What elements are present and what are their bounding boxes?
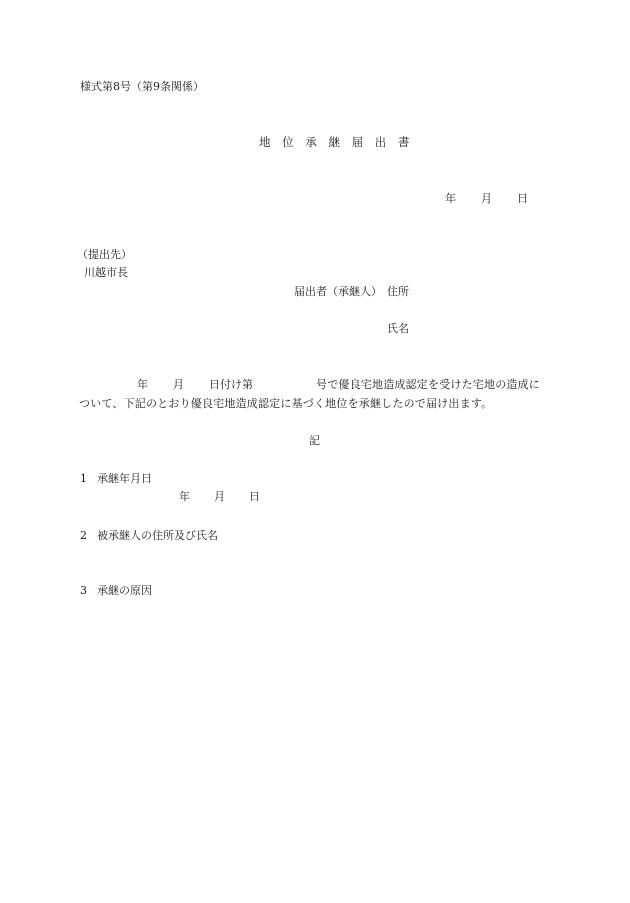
item-label: 承継年月日 <box>97 472 152 485</box>
item-label: 承継の原因 <box>97 584 152 597</box>
body-year: 年 <box>137 378 148 391</box>
document-title: 地 位 承 継 届 出 書 <box>259 135 414 149</box>
ki-heading: 記 <box>309 434 320 447</box>
body-day-number: 日付け第 <box>209 378 253 391</box>
form-number: 様式第8号（第9条関係） <box>80 80 204 93</box>
date-month-label: 月 <box>481 192 492 205</box>
body-line1-rest: 号で優良宅地造成認定を受けた宅地の造成に <box>316 378 540 391</box>
item1-year: 年 <box>179 490 190 503</box>
date-day-label: 日 <box>517 192 528 205</box>
notifier-name-label: 氏名 <box>387 322 409 335</box>
item-number: 3 <box>80 584 87 597</box>
body-month: 月 <box>173 378 184 391</box>
date-year-label: 年 <box>445 192 456 205</box>
notifier-label: 届出者（承継人） <box>294 285 382 298</box>
recipient-label: （提出先） <box>77 248 132 261</box>
item1-month: 月 <box>214 490 225 503</box>
item-label: 被承継人の住所及び氏名 <box>97 529 218 542</box>
notifier-address-label: 住所 <box>387 285 409 298</box>
body-line2: ついて、下記のとおり優良宅地造成認定に基づく地位を承継したので届け出ます。 <box>79 397 493 410</box>
item-number: 2 <box>80 529 87 542</box>
item1-day: 日 <box>249 490 260 503</box>
recipient-name: 川越市長 <box>84 266 128 279</box>
item-number: 1 <box>80 472 87 485</box>
